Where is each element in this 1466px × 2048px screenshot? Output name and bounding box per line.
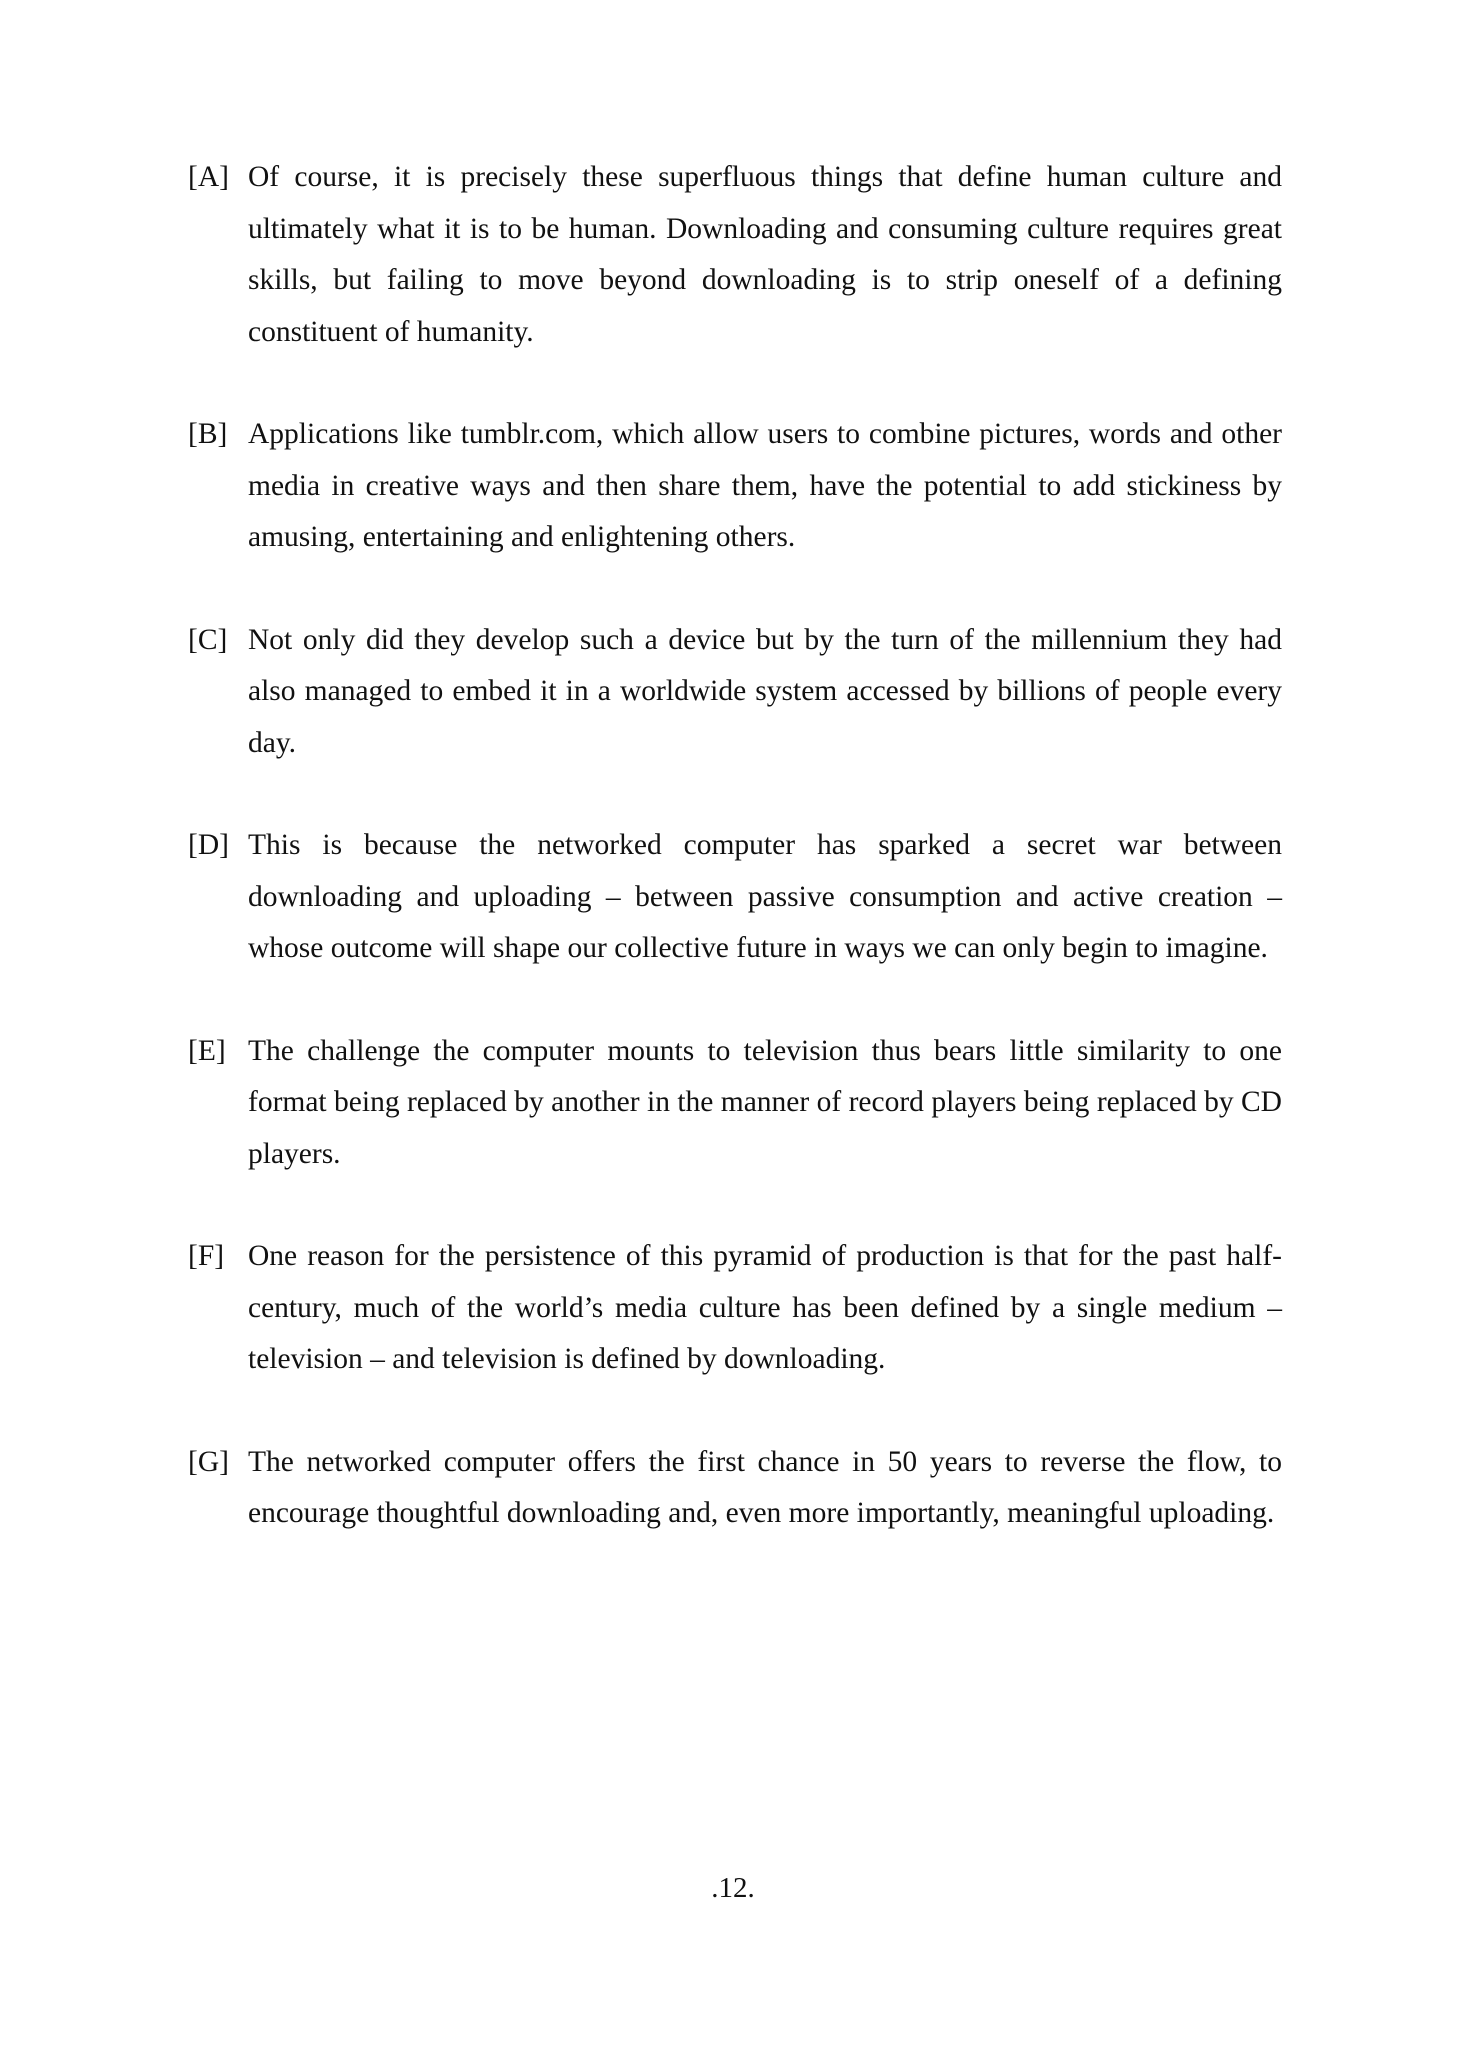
option-text: The networked computer offers the first chance in 50 years to reverse the flow, to encourage thoughtful downloading and, even more importantly, meaningful uploading. <box>248 1445 1282 1529</box>
option-b <box>188 409 1282 564</box>
option-g <box>188 1437 1282 1540</box>
option-text: Of course, it is precisely these superfluous things that define human culture and ultimately what it is to be human. Downloading and consuming culture requires great skills, but failing to move beyond downloading is to strip oneself of a defining constituent of humanity. <box>248 161 1282 348</box>
option-text: The challenge the computer mounts to television thus bears little similarity to one format being replaced by another in the manner of record players being replaced by CD players. <box>248 1034 1282 1170</box>
option-c <box>188 615 1282 770</box>
option-d <box>188 820 1282 975</box>
option-f <box>188 1231 1282 1386</box>
option-letter: [B] <box>188 418 228 450</box>
option-a <box>188 152 1282 358</box>
option-text: One reason for the persistence of this pyramid of production is that for the past half-century, much of the world’s media culture has been defined by a single medium – television – and television is defined by downloading. <box>248 1240 1282 1375</box>
option-letter: [G] <box>188 1445 229 1478</box>
option-letter: [E] <box>188 1034 226 1067</box>
option-text: This is because the networked computer has sparked a secret war between downloading and uploading – between passive consumption and active creation – whose outcome will shape our collective future in ways we can only begin to imagine. <box>248 829 1282 964</box>
option-letter: [A] <box>188 161 229 193</box>
option-list <box>188 152 1282 1591</box>
option-text: Applications like tumblr.com, which allow users to combine pictures, words and other media in creative ways and then share them, have the potential to add stickiness by amusing, entertaining and enlightening others. <box>248 418 1282 553</box>
option-letter: [F] <box>188 1240 225 1272</box>
option-letter: [C] <box>188 623 228 656</box>
option-e <box>188 1026 1282 1181</box>
option-letter: [D] <box>188 829 229 861</box>
option-text: Not only did they develop such a device but by the turn of the millennium they had also managed to embed it in a worldwide system accessed by billions of people every day. <box>248 623 1282 759</box>
page-number: .12. <box>711 1872 755 1904</box>
